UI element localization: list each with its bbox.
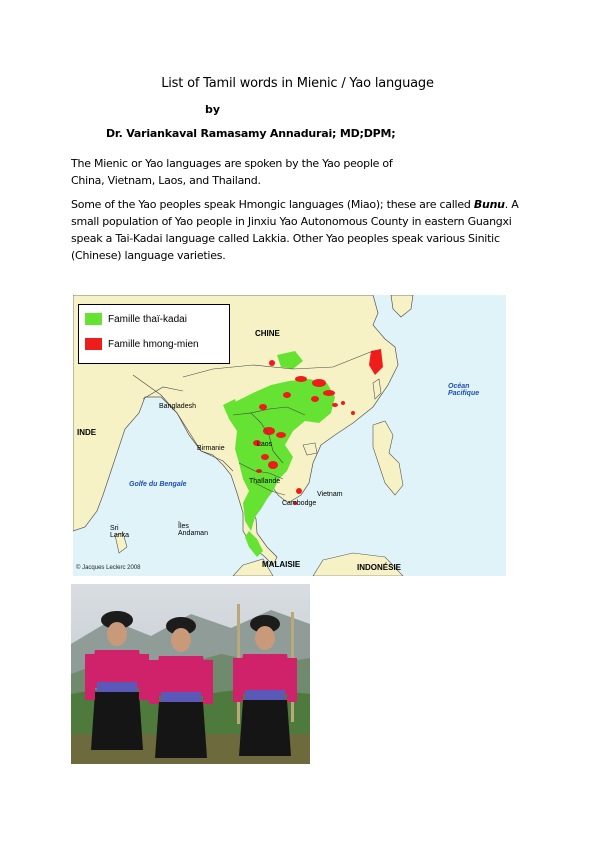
legend-swatch-green bbox=[85, 313, 102, 325]
label-thailand: Thaïlande bbox=[249, 478, 281, 485]
label-india: INDE bbox=[77, 428, 97, 437]
legend-label-tai-kadai: Famille thaï-kadai bbox=[108, 313, 187, 325]
paragraph-hmongic-end: . A small population of Yao people in Jinxiu Yao Autonomous County in eastern Guangxi speak a Tai-Kadai language called Lakkia. Other Yao peoples speak various Sinitic (Chinese) language varieties. bbox=[71, 198, 519, 262]
label-sri-lanka: Sri Lanka bbox=[110, 525, 130, 539]
byline-by: by bbox=[205, 103, 221, 116]
document-title: List of Tamil words in Mienic / Yao language bbox=[161, 76, 434, 91]
label-bangladesh: Bangladesh bbox=[159, 403, 196, 410]
photo-drawing bbox=[71, 584, 310, 764]
philippines-islands bbox=[373, 421, 403, 495]
paragraph-hmongic bbox=[71, 196, 526, 264]
label-burma: Birmanie bbox=[197, 445, 225, 452]
tai-kadai-area-main bbox=[229, 379, 335, 531]
label-cambodia: Cambodge bbox=[282, 500, 317, 507]
paragraph-hmongic-start: Some of the Yao peoples speak Hmongic languages (Miao); these are called bbox=[71, 198, 474, 211]
paragraph-intro: The Mienic or Yao languages are spoken by the Yao people of China, Vietnam, Laos, and Thailand. bbox=[71, 157, 393, 187]
legend-swatch-red bbox=[85, 338, 102, 350]
label-china: CHINE bbox=[255, 329, 280, 338]
label-bay-of-bengal: Golfe du Bengale bbox=[129, 481, 187, 488]
photo-yao-women bbox=[71, 584, 310, 764]
label-indonesia: INDONÉSIE bbox=[357, 563, 402, 572]
label-andaman: Îles Andaman bbox=[178, 523, 208, 537]
legend-item-tai-kadai bbox=[85, 313, 187, 325]
author-name: Dr. Variankaval Ramasamy Annadurai; MD;DPM; bbox=[106, 127, 396, 140]
label-vietnam: Vietnam bbox=[317, 491, 343, 498]
map-credit: © Jacques Leclerc 2008 bbox=[76, 565, 141, 571]
legend-item-hmong-mien bbox=[85, 338, 199, 350]
label-malaysia: MALAISIE bbox=[262, 560, 301, 569]
label-laos: Laos bbox=[257, 441, 273, 448]
bunu-emphasis: Bunu bbox=[473, 198, 505, 211]
label-pacific-ocean: Océan Pacifique bbox=[448, 383, 480, 397]
map-legend bbox=[78, 304, 230, 364]
language-map bbox=[73, 295, 506, 576]
peninsula-landmass bbox=[391, 295, 413, 317]
legend-label-hmong-mien: Famille hmong-mien bbox=[108, 338, 199, 350]
